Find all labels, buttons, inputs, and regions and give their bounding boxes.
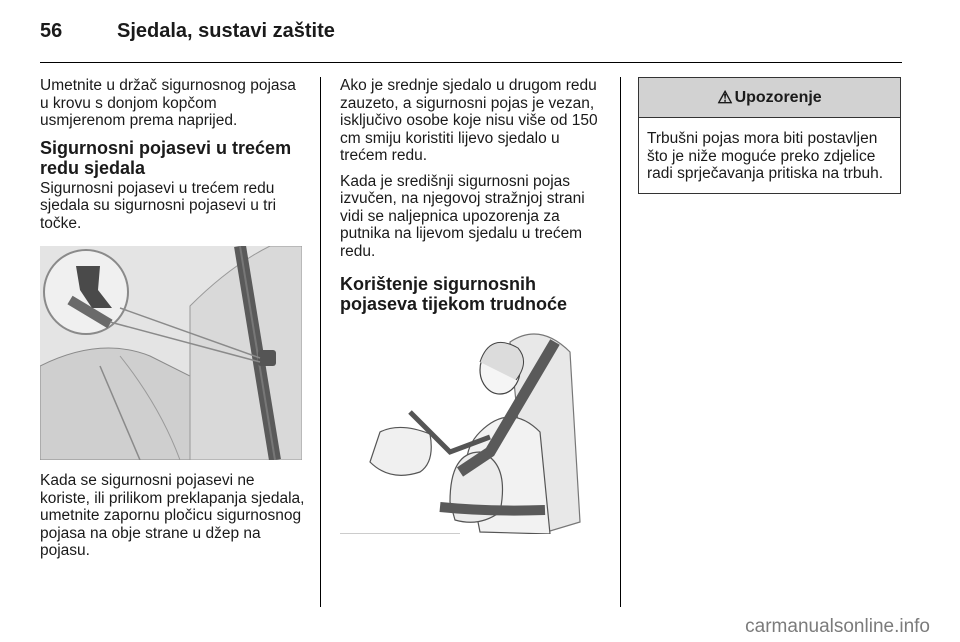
third-row-paragraph: Sigurnosni pojasevi u trećem redu sjedala su sigurnosni pojasevi u tri točke.: [40, 179, 277, 232]
page-number: 56: [40, 20, 63, 42]
intro-paragraph: Umetnite u držač sigurnosnog pojasa u krovu s donjom kopčom usmjerenom prema naprijed.: [40, 77, 296, 129]
column-2: [340, 77, 605, 534]
warning-box: [638, 77, 901, 194]
middle-seat-paragraph: Ako je srednje sjedalo u drugom redu zauzeto, a sigurnosni pojas je vezan, isključivo osobe koje nisu više od 150 cm smiju koristiti lijevo sjedalo u trećem redu.: [340, 77, 598, 164]
warning-title: Upozorenje: [734, 88, 822, 106]
warning-text: Trbušni pojas mora biti postavljen što je niže moguće preko zdjelice radi sprječavanja pritiska na trbuh.: [647, 130, 884, 182]
pregnancy-belt-illustration: [340, 322, 602, 534]
column-divider-1: [320, 77, 321, 607]
pregnant-driver-drawing: [340, 322, 602, 534]
third-row-belt-illustration: [40, 246, 302, 460]
column-divider-2: [620, 77, 621, 607]
column-1: [40, 77, 305, 568]
header-rule: [40, 62, 902, 63]
warning-header: [639, 78, 900, 118]
pocket-paragraph: Kada se sigurnosni pojasevi ne koriste, ili prilikom preklapanja sjedala, umetnite zapornu pločicu sigurnosnog pojasa na obje strane u džep na pojasu.: [40, 472, 305, 559]
section-heading-third-row: Sigurnosni pojasevi u trećem redu sjedala: [40, 137, 292, 178]
warning-triangle-icon: ⚠: [717, 87, 733, 107]
chapter-title: Sjedala, sustavi zaštite: [117, 20, 335, 42]
section-heading-pregnancy: Korištenje sigurnosnih pojaseva tijekom trudnoće: [340, 274, 568, 314]
page-header: [40, 18, 902, 62]
belt-pocket-drawing: [40, 246, 302, 460]
warning-label-paragraph: Kada je središnji sigurnosni pojas izvučen, na njegovoj stražnjoj strani vidi se naljepnica upozorenja za putnika na lijevom sjedalu u trećem redu.: [340, 172, 585, 260]
watermark: carmanualsonline.info: [745, 616, 930, 637]
